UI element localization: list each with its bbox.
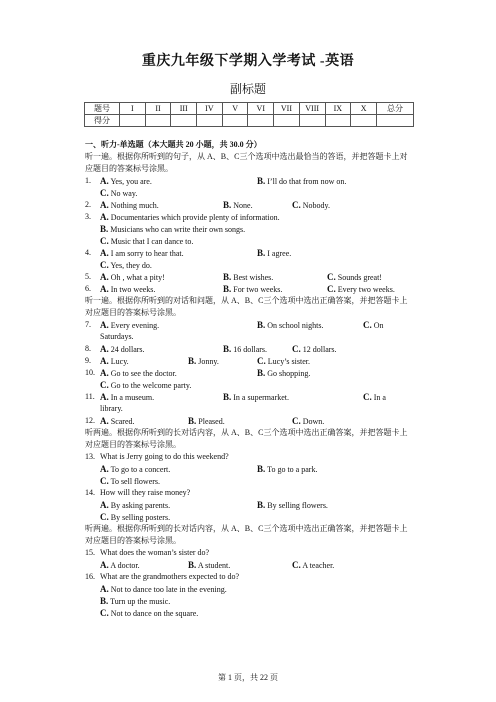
question-1-c-line xyxy=(85,187,415,199)
option-a: A. By asking parents. xyxy=(100,500,171,510)
option-a: A. Lucy. xyxy=(100,356,129,366)
exam-content xyxy=(85,139,415,619)
question-14 xyxy=(85,487,415,499)
question-15-options xyxy=(85,559,415,571)
score-header-cell: III xyxy=(171,103,197,115)
score-header-cell: X xyxy=(351,103,377,115)
question-number: 3. xyxy=(85,212,91,221)
question-7 xyxy=(85,319,415,331)
question-number: 7. xyxy=(85,320,91,329)
option-b: B. Go shopping. xyxy=(257,368,311,378)
option-a: A. 24 dollars. xyxy=(100,344,145,354)
score-cell xyxy=(299,115,325,127)
score-cell xyxy=(120,115,146,127)
option-a: A. Documentaries which provide plenty of information. xyxy=(100,212,280,222)
option-b: B. None. xyxy=(223,200,253,210)
question-16-option-a xyxy=(85,583,415,595)
question-14-option-c xyxy=(85,511,415,523)
question-11-wrap xyxy=(85,403,415,415)
question-number: 10. xyxy=(85,368,95,377)
option-c-continued: library. xyxy=(100,404,123,413)
option-b: B. On school nights. xyxy=(257,320,324,330)
option-c: C. 12 dollars. xyxy=(292,344,337,354)
option-c: C. By selling posters. xyxy=(100,512,171,522)
option-c: C. To sell flowers. xyxy=(100,476,161,486)
score-cell xyxy=(222,115,248,127)
question-13-option-c xyxy=(85,475,415,487)
question-stem: What are the grandmothers expected to do? xyxy=(100,572,240,581)
score-header-cell: I xyxy=(120,103,146,115)
section-heading: 一、听力-单选题（本大题共 20 小题，共 30.0 分） xyxy=(85,140,262,149)
instruction-1: 听一遍。根据你所听到的句子，从 A、B、C三个选项中选出最恰当的答语，并把答题卡上对应题目的答案标号涂黑。 xyxy=(85,152,408,173)
question-number: 1. xyxy=(85,176,91,185)
option-a: A. Go to see the doctor. xyxy=(100,368,177,378)
question-3 xyxy=(85,211,415,223)
question-number: 13. xyxy=(85,452,95,461)
option-c: C. Every two weeks. xyxy=(327,284,395,294)
option-b: B. I’ll do that from now on. xyxy=(257,176,347,186)
option-c-continued: Saturdays. xyxy=(100,332,134,341)
question-7-wrap xyxy=(85,331,415,343)
score-header-cell: 总分 xyxy=(377,103,414,115)
question-16-option-c xyxy=(85,607,415,619)
question-number: 12. xyxy=(85,416,95,425)
question-number: 9. xyxy=(85,356,91,365)
score-table-score-row xyxy=(85,115,414,127)
option-b: B. Best wishes. xyxy=(223,272,274,282)
question-16 xyxy=(85,571,415,583)
question-4-c-line xyxy=(85,259,415,271)
score-header-cell: IV xyxy=(197,103,223,115)
option-a: A. Nothing much. xyxy=(100,200,159,210)
option-b: B. I agree. xyxy=(257,248,292,258)
option-b: B. In a supermarket. xyxy=(223,392,290,402)
score-table-header-row xyxy=(85,103,414,115)
question-6 xyxy=(85,283,415,295)
question-number: 16. xyxy=(85,572,95,581)
question-number: 11. xyxy=(85,392,95,401)
score-header-cell: VII xyxy=(274,103,300,115)
score-header-cell: VIII xyxy=(299,103,325,115)
question-stem: What is Jerry going to do this weekend? xyxy=(100,452,229,461)
instruction-3: 听两遍。根据你所听到的长对话内容，从 A、B、C三个选项中选出正确答案，并把答题卡上对应题目的答案标号涂黑。 xyxy=(85,428,408,449)
option-b: B. For two weeks. xyxy=(223,284,283,294)
question-number: 4. xyxy=(85,248,91,257)
score-cell xyxy=(145,115,171,127)
score-cell xyxy=(171,115,197,127)
question-10 xyxy=(85,367,415,379)
option-c: C. Yes, they do. xyxy=(100,260,152,270)
option-b: B. Pleased. xyxy=(188,416,225,426)
score-cell xyxy=(325,115,351,127)
option-c: C. On xyxy=(363,320,384,330)
question-16-option-b xyxy=(85,595,415,607)
option-c: C. Go to the welcome party. xyxy=(100,380,192,390)
option-b: B. 16 dollars. xyxy=(223,344,268,354)
option-c: C. A teacher. xyxy=(292,560,335,570)
instruction-4: 听两遍。根据你所听到的长对话内容，从 A、B、C三个选项中选出正确答案，并把答题卡上对应题目的答案标号涂黑。 xyxy=(85,524,408,545)
page-subtitle: 副标题 xyxy=(229,82,266,96)
question-number: 5. xyxy=(85,272,91,281)
page-footer: 第 1 页，共 22 页 xyxy=(218,673,278,682)
option-c: C. No way. xyxy=(100,188,138,198)
option-c: C. Lucy’s sister. xyxy=(257,356,310,366)
option-b: B. Jonny. xyxy=(188,356,219,366)
question-12 xyxy=(85,415,415,427)
option-a: A. Yes, you are. xyxy=(100,176,152,186)
score-cell xyxy=(351,115,377,127)
instruction-2: 听一遍。根据你所听到的对话和问题，从 A、B、C三个选项中选出正确答案，并把答题卡上对应题目的答案标号涂黑。 xyxy=(85,296,408,317)
question-number: 14. xyxy=(85,488,95,497)
question-5 xyxy=(85,271,415,283)
question-3-b-line xyxy=(85,223,415,235)
score-header-cell: 题号 xyxy=(85,103,120,115)
question-10-c-line xyxy=(85,379,415,391)
question-number: 6. xyxy=(85,284,91,293)
score-cell xyxy=(248,115,274,127)
score-header-cell: VI xyxy=(248,103,274,115)
score-header-cell: II xyxy=(145,103,171,115)
question-3-c-line xyxy=(85,235,415,247)
score-table xyxy=(84,102,414,127)
option-a: A. Not to dance too late in the evening. xyxy=(100,584,227,594)
option-c: C. Down. xyxy=(292,416,325,426)
score-cell xyxy=(197,115,223,127)
score-header-cell: IX xyxy=(325,103,351,115)
option-a: A. To go to a concert. xyxy=(100,464,171,474)
option-c: C. Nobody. xyxy=(292,200,331,210)
question-11 xyxy=(85,391,415,403)
question-number: 2. xyxy=(85,200,91,209)
score-cell xyxy=(274,115,300,127)
question-4 xyxy=(85,247,415,259)
option-c: C. Sounds great! xyxy=(327,272,382,282)
option-c: C. Music that I can dance to. xyxy=(100,236,194,246)
question-number: 15. xyxy=(85,548,95,557)
option-a: A. In two weeks. xyxy=(100,284,156,294)
question-8 xyxy=(85,343,415,355)
option-a: A. I am sorry to hear that. xyxy=(100,248,184,258)
question-2 xyxy=(85,199,415,211)
score-header-cell: V xyxy=(222,103,248,115)
question-15 xyxy=(85,547,415,559)
option-a: A. Oh , what a pity! xyxy=(100,272,165,282)
question-stem: What does the woman’s sister do? xyxy=(100,548,210,557)
question-13-options-ab xyxy=(85,463,415,475)
question-number: 8. xyxy=(85,344,91,353)
question-9 xyxy=(85,355,415,367)
score-row-label: 得分 xyxy=(85,115,120,127)
option-c: C. Not to dance on the square. xyxy=(100,608,199,618)
question-stem: How will they raise money? xyxy=(100,488,191,497)
option-a: A. A doctor. xyxy=(100,560,140,570)
option-b: B. Turn up the music. xyxy=(100,596,171,606)
option-b: B. Musicians who can write their own songs. xyxy=(100,224,246,234)
page-title: 重庆九年级下学期入学考试 -英语 xyxy=(141,54,355,69)
option-b: B. To go to a park. xyxy=(257,464,318,474)
option-c: C. In a xyxy=(363,392,386,402)
question-1 xyxy=(85,175,415,187)
option-a: A. Every evening. xyxy=(100,320,160,330)
option-b: B. By selling flowers. xyxy=(257,500,328,510)
option-a: A. In a museum. xyxy=(100,392,155,402)
option-a: A. Scared. xyxy=(100,416,135,426)
question-13 xyxy=(85,451,415,463)
question-14-options-ab xyxy=(85,499,415,511)
option-b: B. A student. xyxy=(188,560,231,570)
score-cell xyxy=(377,115,414,127)
